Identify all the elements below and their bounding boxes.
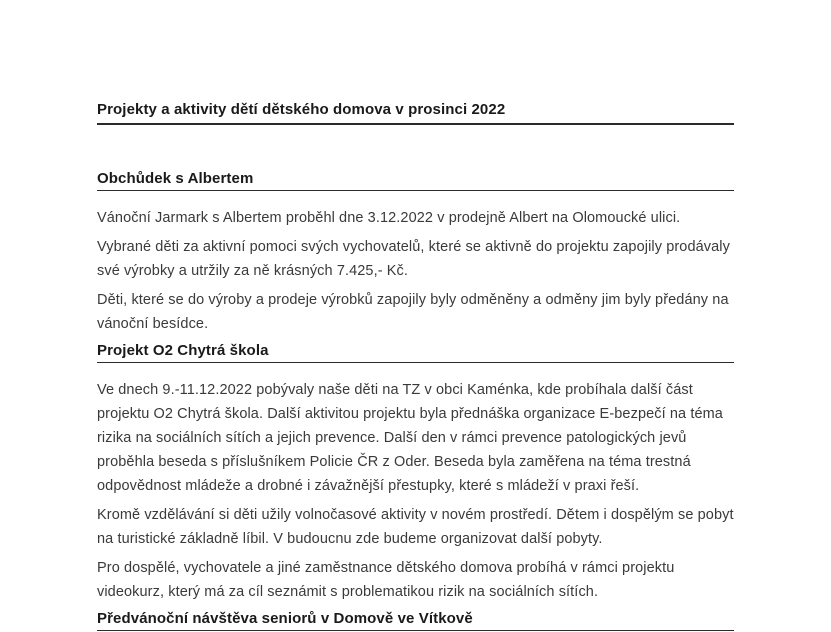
section-projekt-o2-chytra-skola — [97, 342, 734, 604]
section-obchudek-s-albertem — [97, 170, 734, 336]
paragraph: Pro dospělé, vychovatele a jiné zaměstnance dětského domova probíhá v rámci projektu videokurz, který má za cíl seznámit s problematikou rizik na sociálních sítích. — [97, 560, 675, 600]
document-title: Projekty a aktivity dětí dětského domova v prosinci 2022 — [97, 101, 734, 125]
section-heading-o2-chytra-skola: Projekt O2 Chytrá škola — [97, 342, 734, 363]
section-heading-obchudek: Obchůdek s Albertem — [97, 170, 734, 191]
paragraph: Děti, které se do výroby a prodeje výrobků zapojily byly odměněny a odměny jim byly předány na vánoční besídce. — [97, 292, 729, 332]
section-predvanocni-navsteva-senioru — [97, 610, 734, 631]
section-heading-navsteva-senioru: Předvánoční návštěva seniorů v Domově ve Vítkově — [97, 610, 734, 631]
paragraph: Vánoční Jarmark s Albertem proběhl dne 3.12.2022 v prodejně Albert na Olomoucké ulici. — [97, 210, 681, 226]
paragraph: Ve dnech 9.-11.12.2022 pobývaly naše děti na TZ v obci Kaménka, kde probíhala další část projektu O2 Chytrá škola. Další aktivitou projektu byla přednáška organizace E-bezpečí na téma rizika na sociálních sítích a jejich prevence. Další den v rámci prevence patologických jevů proběhla beseda s příslušníkem Policie ČR z Oder. Beseda byla zaměřena na téma trestná odpovědnost mládeže a drobné i závažnější přestupky, které s mládeží v praxi řeší. — [97, 382, 723, 494]
paragraph: Kromě vzdělávání si děti užily volnočasové aktivity v novém prostředí. Dětem i dospělým se pobyt na turistické základně líbil. V budoucnu zde budeme organizovat další pobyty. — [97, 507, 734, 547]
paragraph: Vybrané děti za aktivní pomoci svých vychovatelů, které se aktivně do projektu zapojily prodávaly své výrobky a utržily za ně krásných 7.425,- Kč. — [97, 239, 730, 279]
